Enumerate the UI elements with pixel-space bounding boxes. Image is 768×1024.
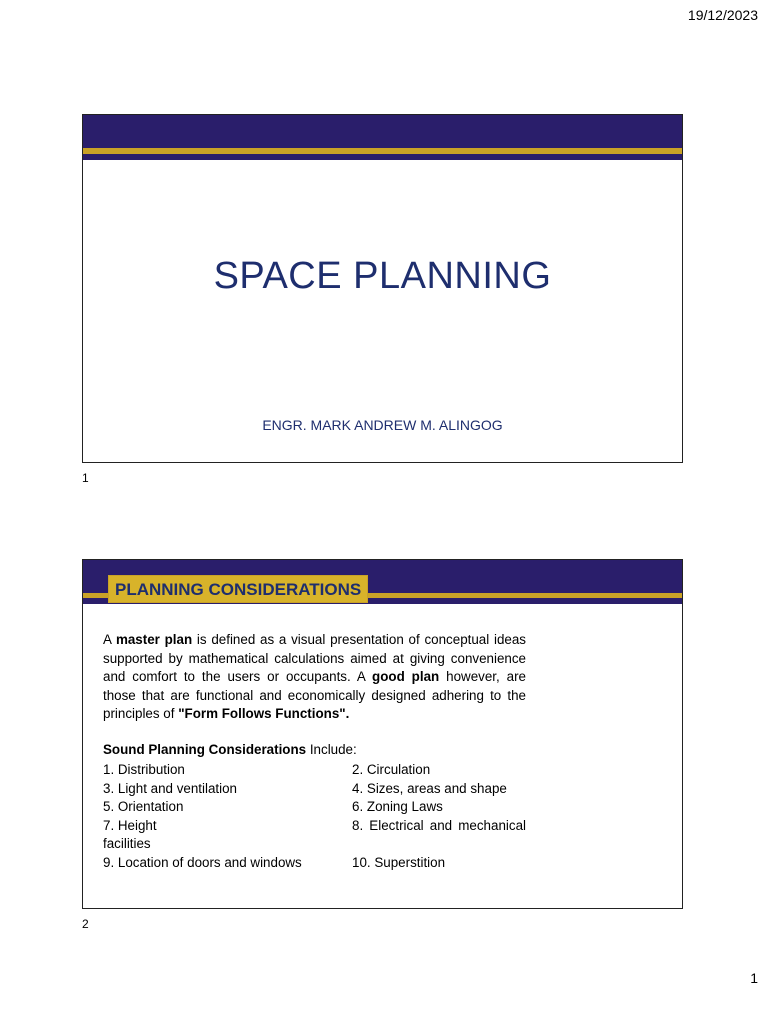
principle-quote: "Form Follows Functions". (178, 706, 350, 721)
slide-heading: PLANNING CONSIDERATIONS (108, 575, 368, 603)
definition-paragraph: A master plan is defined as a visual presentation of conceptual ideas supported by mathematical calculations aimed at giving convenience and comfort to the users or occupants. A good plan however, are those that are functional and economically designed adhering to the principles of "Form Follows Functions". (103, 632, 526, 721)
gold-stripe (83, 148, 682, 154)
slide-1 (82, 114, 683, 463)
list-item: 5. Orientation (103, 799, 184, 814)
list-item: 10. Superstition (352, 854, 446, 870)
slide-author: ENGR. MARK ANDREW M. ALINGOG (262, 417, 503, 433)
term-master-plan: master plan (115, 632, 193, 647)
list-item: 2. Circulation (352, 762, 431, 777)
print-date: 19/12/2023 (687, 7, 758, 23)
slide-2 (82, 559, 683, 909)
list-item: 6. Zoning Laws (352, 799, 443, 814)
list-item: 9. Location of doors and windows (103, 854, 302, 870)
list-item: 7. Height (103, 817, 157, 833)
slide-number-2: 2 (82, 917, 89, 931)
page-number: 1 (750, 970, 758, 986)
list-item: 3. Light and ventilation (103, 780, 238, 796)
list-item: 8. Electrical and mechanical (352, 817, 526, 833)
slide-number-1: 1 (82, 471, 89, 485)
term-good-plan: good plan (372, 669, 440, 684)
slide-title: SPACE PLANNING (213, 255, 552, 297)
list-item-continuation: facilities (103, 836, 151, 851)
considerations-list (103, 761, 526, 872)
considerations-intro: Sound Planning Considerations Include: (103, 742, 357, 757)
list-item: 1. Distribution (103, 762, 185, 777)
list-item: 4. Sizes, areas and shape (352, 780, 507, 796)
